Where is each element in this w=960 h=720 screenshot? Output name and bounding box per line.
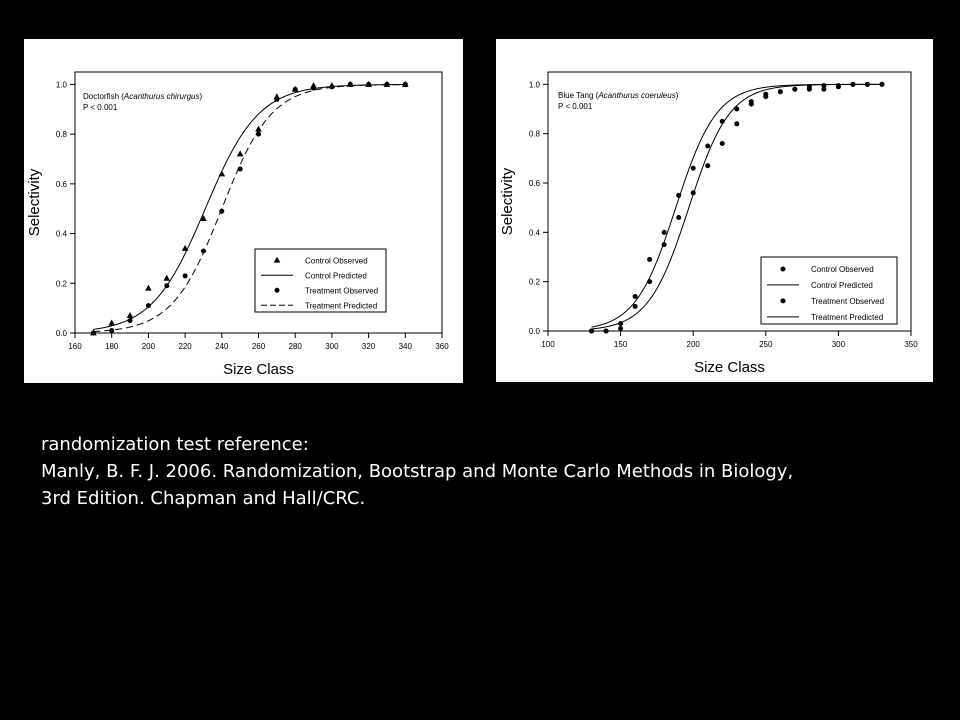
legend-circle-symbol — [275, 288, 280, 293]
x-tick-label: 340 — [398, 342, 412, 351]
y-tick-label: 1.0 — [55, 80, 67, 90]
data-point-circle — [311, 86, 316, 91]
x-tick-label: 200 — [141, 342, 156, 351]
data-point-circle — [792, 87, 797, 92]
x-tick-label: 300 — [831, 340, 846, 349]
species-annotation — [83, 92, 203, 101]
data-point-circle — [164, 283, 169, 288]
data-point-circle — [146, 303, 151, 308]
x-tick-label: 240 — [215, 342, 229, 351]
species-suffix: ) — [675, 91, 679, 100]
caption-line-1: randomization test reference: — [41, 434, 309, 455]
data-point-circle — [618, 326, 623, 331]
data-point-circle — [720, 141, 725, 146]
y-tick-label: 0.0 — [528, 327, 540, 336]
legend-label: Treatment Predicted — [305, 301, 378, 311]
doctorfish-chart-panel — [24, 39, 463, 383]
y-tick-label: 0.2 — [528, 277, 540, 287]
x-tick-label: 300 — [325, 342, 339, 351]
y-axis-label: Selectivity — [499, 167, 516, 236]
data-point-circle — [676, 215, 681, 220]
doctorfish-chart — [24, 39, 463, 383]
species-prefix: Doctorfish ( — [83, 92, 124, 101]
y-tick-label: 0.6 — [55, 179, 67, 189]
y-tick-label: 0.4 — [528, 228, 540, 238]
data-point-circle — [749, 102, 754, 107]
data-point-circle — [633, 304, 638, 309]
x-axis-label: Size Class — [694, 359, 765, 376]
species-annotation — [558, 91, 679, 100]
data-point-circle — [274, 97, 279, 102]
legend-circle-symbol — [781, 298, 786, 303]
y-tick-label: 1.0 — [528, 80, 540, 90]
x-tick-label: 160 — [68, 342, 82, 351]
data-point-triangle — [127, 312, 134, 318]
data-point-circle — [366, 82, 371, 87]
data-point-circle — [807, 87, 812, 92]
legend-label: Control Predicted — [811, 280, 873, 290]
data-point-triangle — [108, 319, 115, 325]
legend-label: Control Observed — [305, 256, 368, 266]
data-point-circle — [763, 92, 768, 97]
y-tick-label: 0.8 — [55, 130, 67, 140]
x-tick-label: 150 — [613, 340, 628, 349]
reference-caption — [41, 431, 793, 512]
caption-line-3: 3rd Edition. Chapman and Hall/CRC. — [41, 488, 366, 509]
x-tick-label: 220 — [178, 342, 192, 351]
data-point-circle — [836, 84, 841, 89]
data-point-circle — [705, 144, 710, 149]
data-point-circle — [662, 242, 667, 247]
data-point-circle — [778, 89, 783, 94]
y-tick-label: 0.8 — [528, 129, 540, 139]
x-tick-label: 280 — [288, 342, 302, 351]
y-tick-label: 0.0 — [55, 329, 67, 338]
blue-tang-chart — [496, 39, 933, 382]
data-point-circle — [183, 273, 188, 278]
data-point-circle — [691, 166, 696, 171]
y-tick-label: 0.2 — [55, 279, 67, 289]
data-point-circle — [734, 121, 739, 126]
data-point-circle — [604, 329, 609, 334]
legend-label: Control Predicted — [305, 271, 367, 281]
x-tick-label: 260 — [251, 342, 266, 351]
data-point-circle — [662, 230, 667, 235]
x-tick-label: 200 — [686, 340, 700, 349]
legend-circle-symbol — [781, 266, 786, 271]
data-point-triangle — [237, 150, 244, 156]
data-point-circle — [647, 279, 652, 284]
blue-tang-chart-panel — [496, 39, 933, 382]
species-name: Acanthurus coeruleus — [598, 91, 676, 100]
species-name: Acanthurus chirurgus — [123, 92, 200, 101]
species-prefix: Blue Tang ( — [558, 91, 599, 100]
x-tick-label: 100 — [541, 340, 555, 349]
data-point-circle — [705, 163, 710, 168]
y-tick-label: 0.6 — [528, 179, 540, 188]
y-axis-label: Selectivity — [26, 168, 43, 237]
y-tick-label: 0.4 — [55, 229, 67, 239]
legend-label: Control Observed — [811, 264, 874, 274]
legend-label: Treatment Predicted — [811, 312, 884, 322]
x-tick-label: 180 — [105, 342, 119, 351]
caption-line-2: Manly, B. F. J. 2006. Randomization, Bootstrap and Monte Carlo Methods in Biology, — [41, 461, 794, 482]
p-value-annotation: P < 0.001 — [83, 103, 118, 112]
p-value-annotation: P < 0.001 — [558, 102, 593, 111]
x-tick-label: 360 — [435, 342, 449, 351]
species-suffix: ) — [199, 92, 203, 101]
x-tick-label: 250 — [759, 340, 773, 349]
x-tick-label: 320 — [361, 342, 376, 351]
data-point-triangle — [163, 275, 170, 281]
x-axis-label: Size Class — [223, 361, 294, 378]
data-point-circle — [821, 87, 826, 92]
legend-label: Treatment Observed — [305, 286, 379, 296]
x-tick-label: 350 — [904, 340, 918, 349]
legend-label: Treatment Observed — [811, 296, 885, 306]
data-point-circle — [128, 318, 133, 323]
data-point-triangle — [145, 285, 152, 291]
data-point-circle — [633, 294, 638, 299]
data-point-circle — [647, 257, 652, 262]
data-point-circle — [293, 87, 298, 92]
